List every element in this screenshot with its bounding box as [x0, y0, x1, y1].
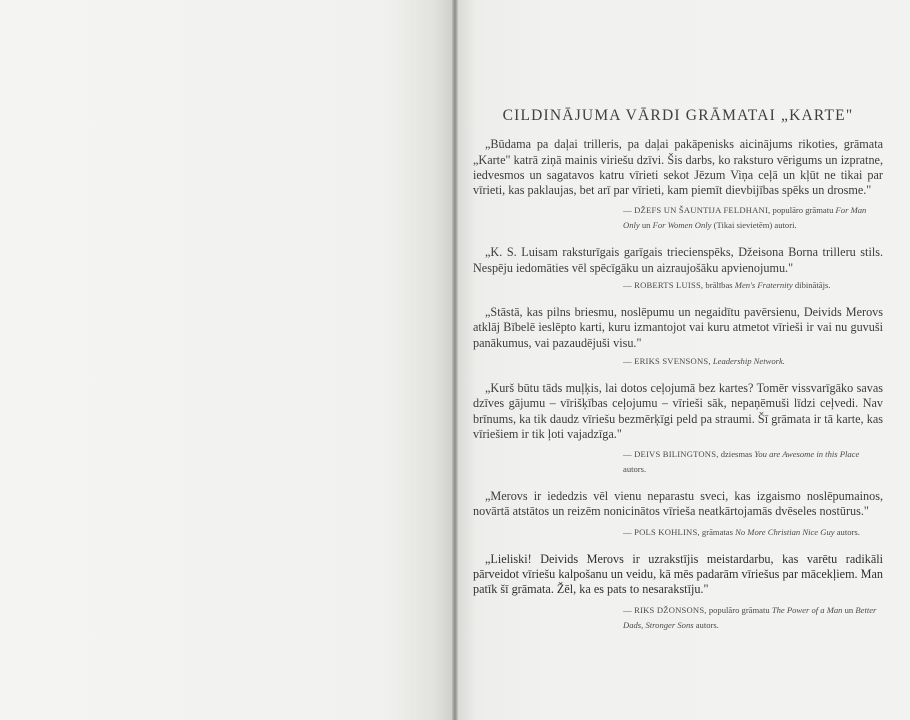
endorser-description-end: dibinātājs.	[792, 280, 831, 291]
endorser-description: brālības	[703, 280, 735, 291]
endorsement-quote: „K. S. Luisam raksturīgais garīgais triecienspēks, Džeisona Borna trilleru stils. Nespēju iedomāties vēl spēcīgāku un aizraujošāku apvienojumu."	[473, 245, 883, 275]
endorser-work-title-2: Better Dads, Stronger Sons	[623, 604, 877, 630]
endorser-description: grāmatas	[699, 526, 736, 537]
endorser-description-end: autors.	[834, 526, 860, 537]
endorsement-quote: „Kurš būtu tāds muļķis, lai dotos ceļojumā bez kartes? Tomēr vissvarīgāko savas dzīves gājumu – vīrišķības ceļojumu – vīrieši sāk, nepaņēmuši līdzi ceļvedi. Nav brīnums, ka tik daudz vīriešu bezmērķīgi peld pa straumi. Šī grāmata ir tā karte, kas vīriešiem ir tik ļoti vajadzīga."	[473, 380, 883, 441]
endorser-work-title: For Man Only	[623, 205, 867, 231]
endorser-description-end: (Tikai sievietēm) autori.	[711, 220, 797, 231]
endorsement-quote: „Merovs ir iededzis vēl vienu neparastu sveci, kas izgaismo noslēpumainos, novārtā atstātos un reizēm nonicinātos vīrieša neatkārtojamās dvēseles nostūrus."	[473, 489, 883, 519]
endorsement-attribution	[623, 203, 883, 233]
endorsement-attribution	[623, 447, 883, 477]
endorser-work-title: Men's Fraternity	[734, 280, 793, 291]
endorsement-item	[473, 305, 883, 369]
endorsement-attribution	[623, 603, 883, 633]
left-page	[0, 0, 452, 720]
endorsement-item	[473, 552, 883, 633]
endorser-name: — DEIVS BILINGTONS,	[623, 449, 719, 460]
endorser-description-end: autors.	[623, 464, 647, 475]
endorser-name: — POLS KOHLINS,	[623, 526, 700, 537]
endorsement-attribution	[623, 354, 883, 369]
endorsement-attribution	[623, 525, 883, 540]
endorsement-item	[473, 489, 883, 540]
endorser-work-title: The Power of a Man	[771, 604, 843, 615]
endorser-description: dziesmas	[718, 449, 755, 460]
endorser-description-mid: un	[842, 604, 856, 615]
endorser-name: — RIKS DŽONSONS,	[623, 604, 707, 615]
endorsement-item	[473, 381, 883, 477]
endorser-description-end: autors.	[693, 619, 719, 630]
endorsement-quote: „Lieliski! Deivids Merovs ir uzrakstījis meistardarbu, kas varētu radikāli pārveidot vīriešu kalpošanu un veidu, kā mēs padarām vīriešus par mācekļiem. Man patīk šī grāmata. Žēl, ka es pats to nesarakstīju."	[473, 551, 883, 597]
endorsement-quote: „Būdama pa daļai trilleris, pa daļai pakāpenisks aicinājums rikoties, grāmata „Karte" katrā ziņā mainis viriešu dzīvi. Šis darbs, ko raksturo vērigums un izpratne, iedvesmos un sagatavos katru vīrieti sekot Jēzum Viņa ceļā un kļūt ne tikai par vīrieti, kas paklaujas, bet arī par vīrieti, kam piemīt dievbijības spēks un drosme."	[473, 137, 883, 198]
endorser-work-title: No More Christian Nice Guy	[735, 526, 835, 537]
endorsement-item	[473, 137, 883, 233]
endorsement-item	[473, 245, 883, 293]
endorsement-quote: „Stāstā, kas pilns briesmu, noslēpumu un negaidītu pavērsienu, Deivids Merovs atklāj Bībelē ieslēpto karti, kuru izmantojot vai kuru atmetot vīrieši ir vai nu guvuši panākumus, vai pazaudējuši visu."	[473, 305, 883, 350]
endorser-name: — ROBERTS LUISS,	[623, 280, 704, 291]
endorsements-section	[473, 108, 883, 645]
endorser-description: populāro grāmatu	[770, 205, 836, 216]
endorsement-attribution	[623, 278, 883, 293]
endorser-description-mid: un	[639, 220, 653, 231]
page-title: CILDINĀJUMA VĀRDI GRĀMATAI „KARTE"	[502, 107, 854, 124]
endorser-work-title-2: For Women Only	[652, 220, 712, 231]
endorser-name: — DŽEFS UN ŠAUNTIJA FELDHANI,	[623, 205, 771, 216]
endorser-name: — ERIKS SVENSONS,	[623, 355, 711, 366]
endorser-description: populāro grāmatu	[706, 604, 772, 615]
endorser-work-title: You are Awesome in this Place	[754, 449, 860, 460]
endorser-work-title: Leadership Network.	[712, 355, 785, 366]
